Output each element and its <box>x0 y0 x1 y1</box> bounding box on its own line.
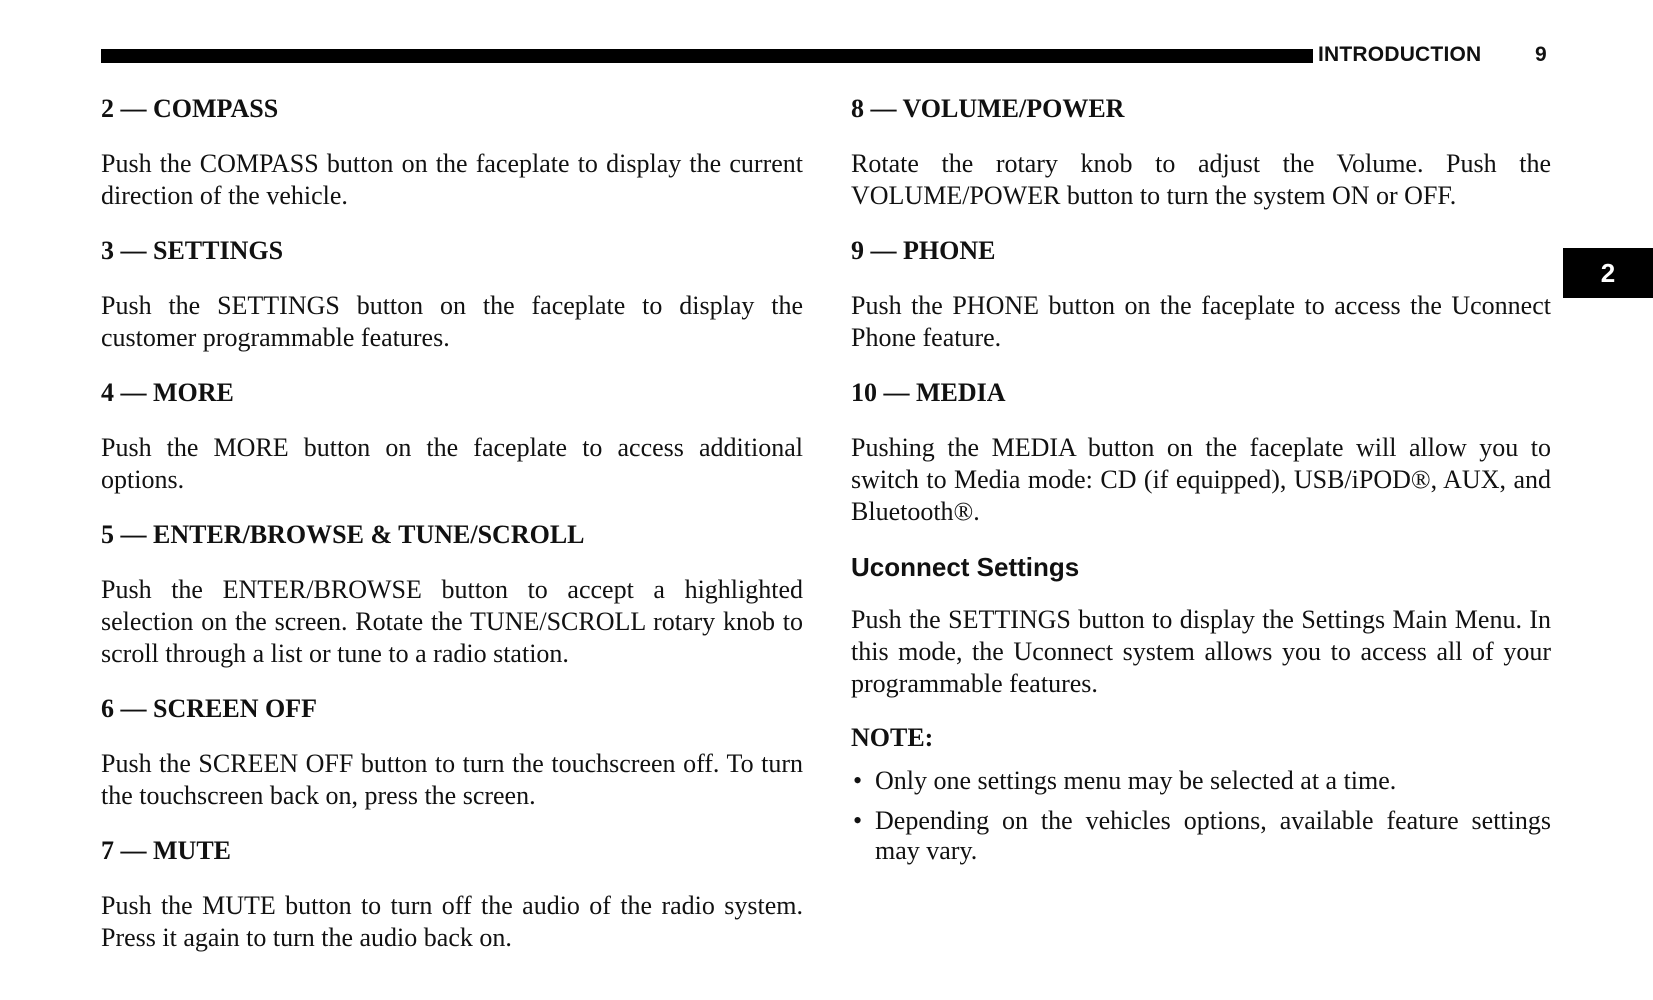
section-settings <box>101 234 803 354</box>
section-body: Pushing the MEDIA button on the faceplate will allow you to switch to Media mode: CD (if equipped), USB/iPOD®, AUX, and Bluetooth®. <box>851 433 1551 526</box>
note-block <box>851 722 1551 866</box>
bullet-icon: • <box>853 766 863 795</box>
section-compass <box>101 92 803 212</box>
section-screen-off <box>101 692 803 812</box>
section-phone <box>851 234 1551 354</box>
section-body: Push the MUTE button to turn off the audio of the radio system. Press it again to turn the audio back on. <box>101 891 803 952</box>
section-heading: 2 — COMPASS <box>101 94 279 123</box>
section-body: Push the COMPASS button on the faceplate to display the current direction of the vehicle. <box>101 149 803 210</box>
section-body: Push the SCREEN OFF button to turn the touchscreen off. To turn the touchscreen back on, press the screen. <box>101 749 803 810</box>
header-rule <box>101 49 1313 63</box>
section-title: INTRODUCTION <box>1318 43 1482 66</box>
section-heading: 7 — MUTE <box>101 836 231 865</box>
note-item-text: Only one settings menu may be selected at a time. <box>875 766 1397 795</box>
section-heading: 9 — PHONE <box>851 236 996 265</box>
section-more <box>101 376 803 496</box>
note-item-text: Depending on the vehicles options, available feature settings may vary. <box>875 806 1551 865</box>
section-body: Push the PHONE button on the faceplate to access the Uconnect Phone feature. <box>851 291 1551 352</box>
section-media <box>851 376 1551 528</box>
right-column <box>851 92 1551 876</box>
section-mute <box>101 834 803 954</box>
section-heading: 5 — ENTER/BROWSE & TUNE/SCROLL <box>101 520 585 549</box>
section-heading: 3 — SETTINGS <box>101 236 284 265</box>
bullet-icon: • <box>853 806 863 835</box>
uconnect-settings-section <box>851 550 1551 700</box>
section-heading: 6 — SCREEN OFF <box>101 694 317 723</box>
section-body: Rotate the rotary knob to adjust the Volume. Push the VOLUME/POWER button to turn the system ON or OFF. <box>851 149 1551 210</box>
section-volume-power <box>851 92 1551 212</box>
uconnect-settings-body: Push the SETTINGS button to display the Settings Main Menu. In this mode, the Uconnect system allows you to access all of your programmable features. <box>851 605 1551 698</box>
chapter-tab: 2 <box>1563 248 1653 298</box>
section-body: Push the MORE button on the faceplate to access additional options. <box>101 433 803 494</box>
section-body: Push the SETTINGS button on the faceplate to display the customer programmable features. <box>101 291 803 352</box>
section-enter-browse <box>101 518 803 670</box>
uconnect-settings-title: Uconnect Settings <box>851 552 1080 582</box>
section-heading: 8 — VOLUME/POWER <box>851 94 1125 123</box>
section-heading: 10 — MEDIA <box>851 378 1006 407</box>
page-number: 9 <box>1535 43 1547 66</box>
section-body: Push the ENTER/BROWSE button to accept a highlighted selection on the screen. Rotate the TUNE/SCROLL rotary knob to scroll through a list or tune to a radio station. <box>101 575 803 668</box>
section-heading: 4 — MORE <box>101 378 234 407</box>
left-column <box>101 92 803 976</box>
note-label: NOTE: <box>851 723 934 752</box>
note-item <box>851 766 1551 796</box>
note-item <box>851 806 1551 866</box>
note-list <box>851 766 1551 866</box>
